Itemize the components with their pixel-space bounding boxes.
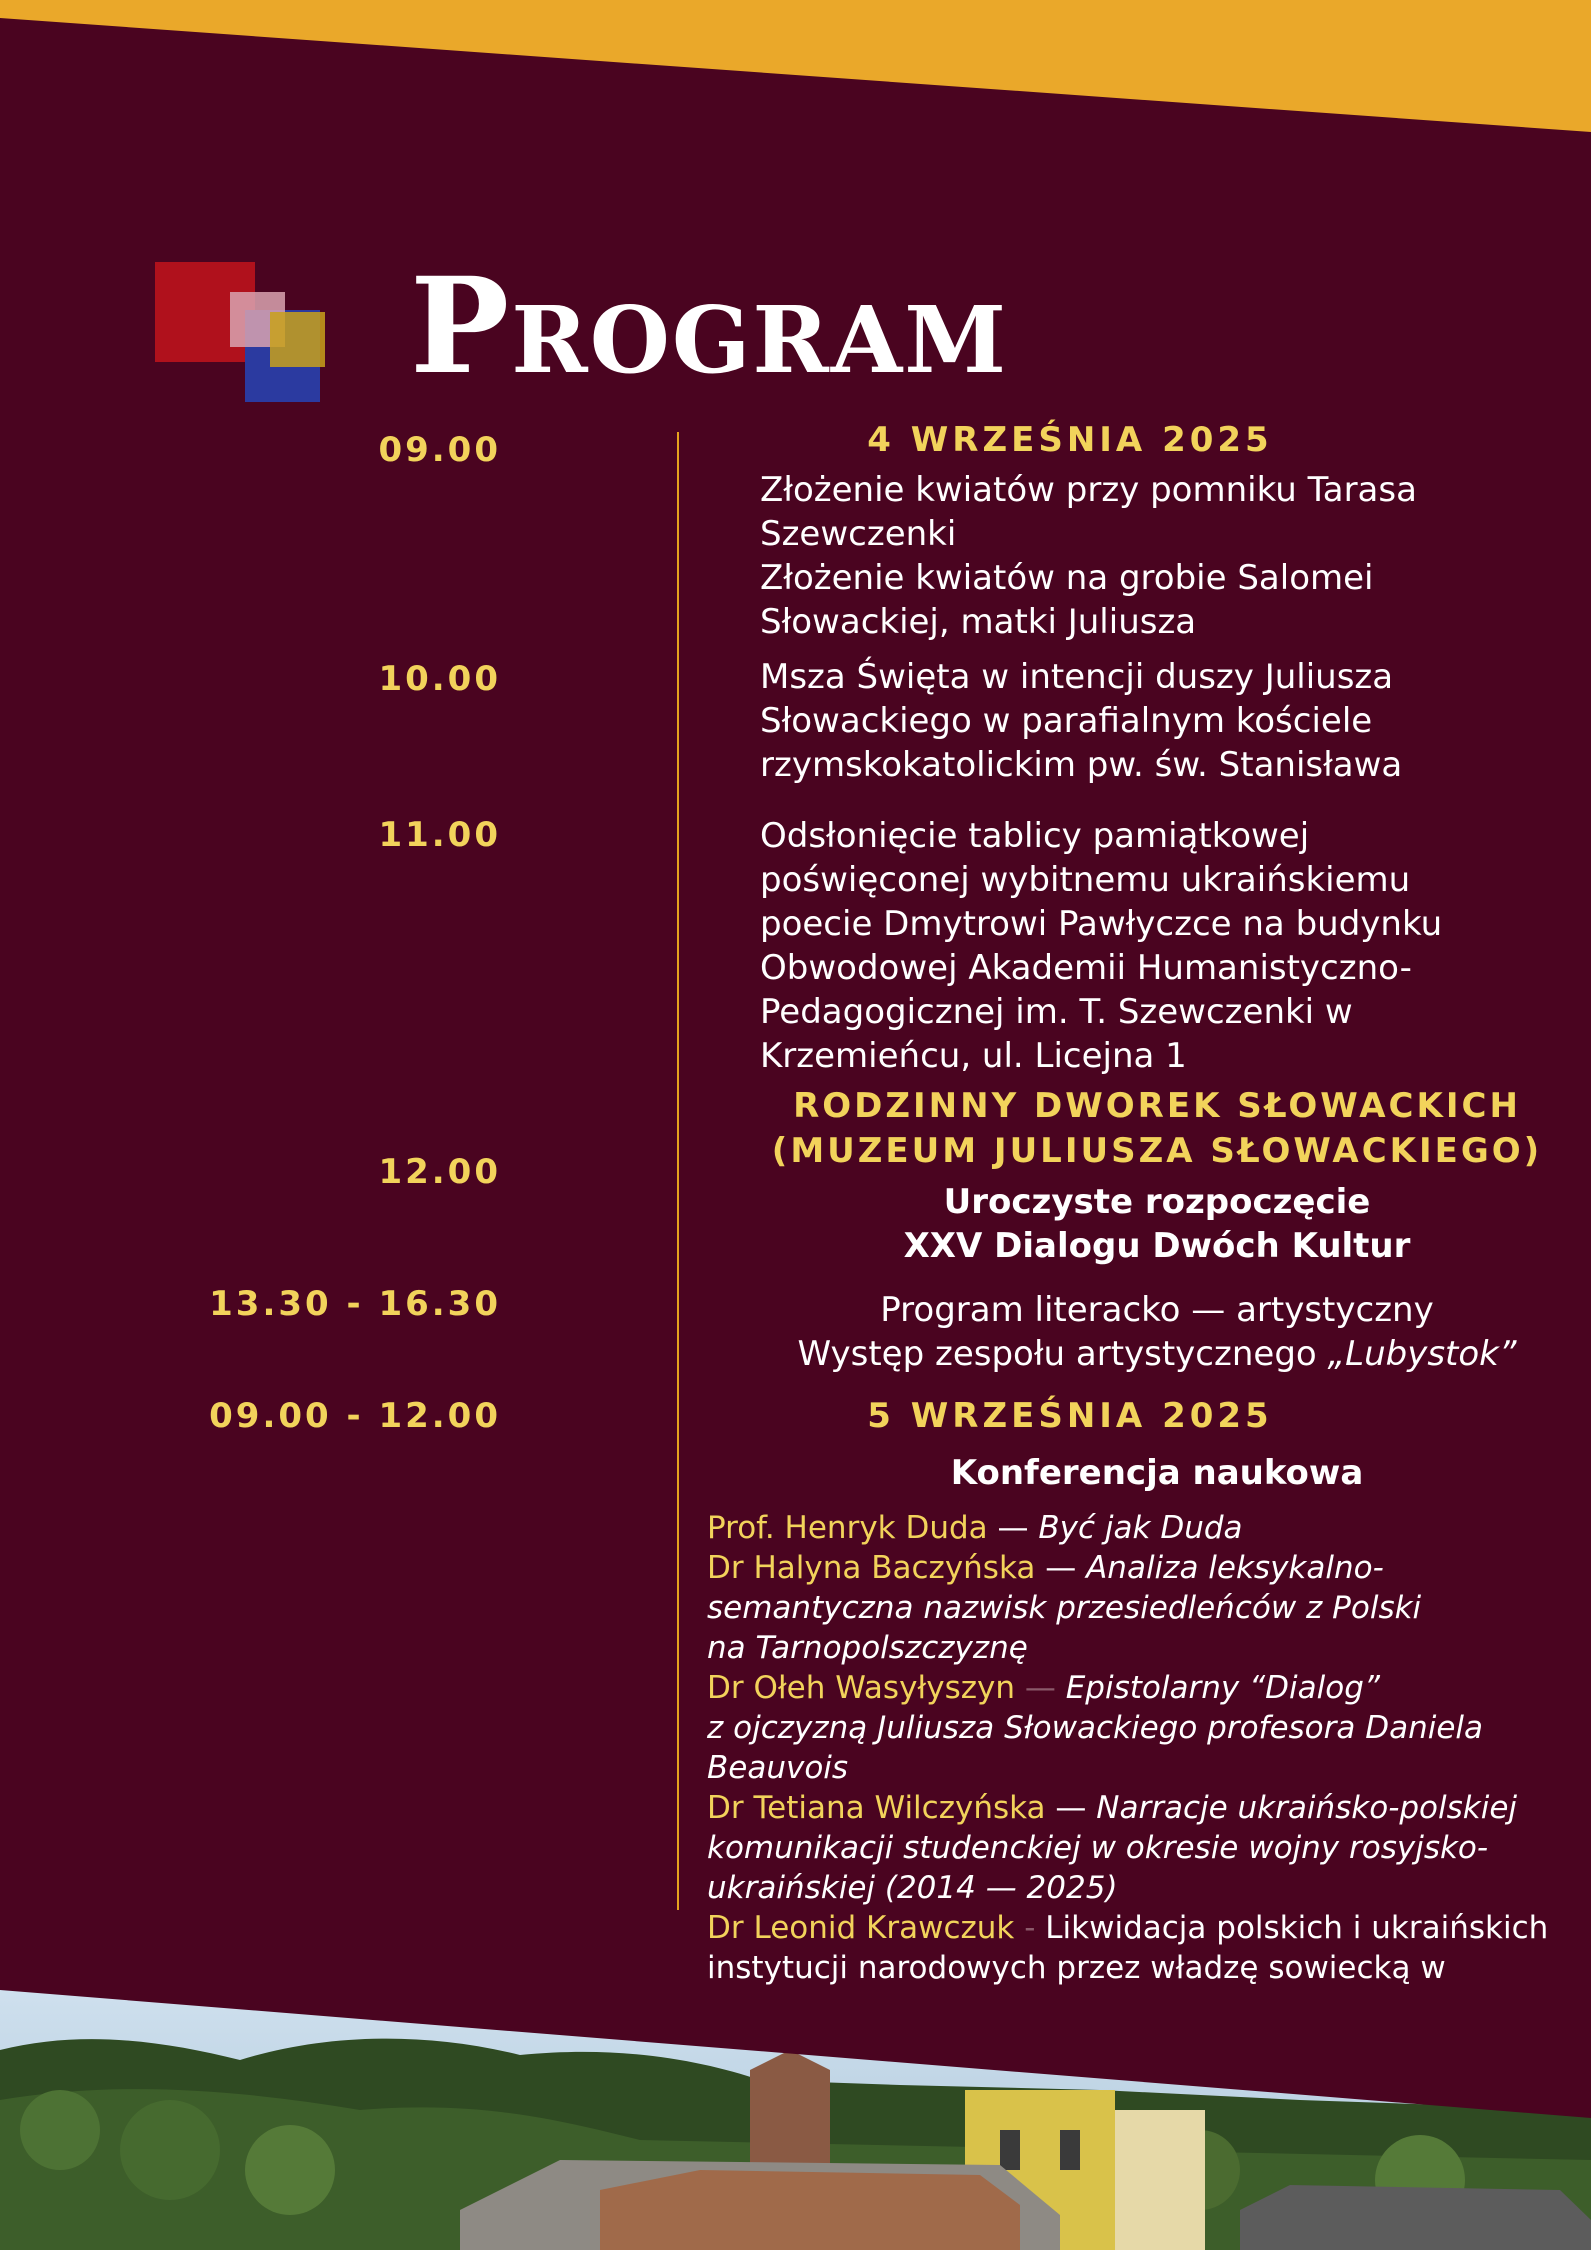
timeline-divider (677, 432, 679, 1910)
lecture-item: Dr Tetiana Wilczyńska — Narracje ukraińsko-polskiej (707, 1790, 1518, 1826)
lecture-list: Prof. Henryk Duda — Być jak Duda Dr Halyna Baczyńska — Analiza leksykalno- semantyczna nazwisk przesiedleńców z Polski na Tarnopolszczyznę Dr Ołeh Wasyłyszyn — Epistolarny “Dialog” z ojczyzną Juliusza Słowackiego profesora Daniela Beauvois Dr Tetiana Wilczyńska — Narracje ukraińsko-polskiej komunikacji studenckiej w okresie wojny rosyjsko- ukraińskiej (2014 — 2025) Dr Leonid Krawczuk - Likwidacja polskich i ukraińskich instytucji narodowych przez władzę sowiecką w (707, 1508, 1587, 2028)
agenda-item-1000: Msza Święta w intencji duszy Juliusza Słowackiego w parafialnym kościele rzymskokatolickim pw. św. Stanisława (760, 657, 1403, 785)
logo-squares-icon (155, 262, 335, 402)
time-1000: 10.00 (378, 659, 501, 699)
ensemble-name: „Lubystok” (1327, 1334, 1517, 1374)
artistic-program: Program literacko — artystyczny Występ zespołu artystycznego „Lubystok” (797, 1290, 1517, 1374)
lecture-item: Dr Halyna Baczyńska — Analiza leksykalno- (707, 1550, 1384, 1586)
time-1330-1630: 13.30 - 16.30 (209, 1284, 501, 1324)
agenda-item-1100: Odsłonięcie tablicy pamiątkowej poświęconej wybitnemu ukraińskiemu poecie Dmytrowi Pawłyczce na budynku Obwodowej Akademii Humanistyczno- Pedagogicznej im. T. Szewczenki w Krzemieńcu, ul. Licejna 1 (760, 816, 1443, 1076)
day2-date: 5 WRZEŚNIA 2025 (867, 1396, 1273, 1436)
page-title: Program (410, 249, 1009, 404)
opening-ceremony: Uroczyste rozpoczęcie XXV Dialogu Dwóch Kultur (903, 1182, 1411, 1266)
lecture-item: Dr Ołeh Wasyłyszyn — Epistolarny “Dialog” (707, 1670, 1380, 1706)
top-accent-band (0, 0, 1591, 140)
day1-date: 4 WRZEŚNIA 2025 (867, 420, 1273, 460)
venue-heading: RODZINNY DWOREK SŁOWACKICH (MUZEUM JULIUSZA SŁOWACKIEGO) (771, 1086, 1543, 1171)
time-0900-1200: 09.00 - 12.00 (209, 1396, 501, 1436)
lecture-item: Dr Leonid Krawczuk - Likwidacja polskich i ukraińskich (707, 1910, 1549, 1946)
time-0900: 09.00 (378, 430, 501, 470)
time-1100: 11.00 (378, 815, 501, 855)
agenda-item-0900: Złożenie kwiatów przy pomniku Tarasa Szewczenki Złożenie kwiatów na grobie Salomei Słowackiej, matki Juliusza (760, 470, 1417, 642)
lecture-item: Prof. Henryk Duda — Być jak Duda (707, 1510, 1243, 1546)
town-landscape-photo (0, 1990, 1591, 2250)
time-1200: 12.00 (378, 1152, 501, 1192)
conference-heading: Konferencja naukowa (950, 1453, 1364, 1493)
